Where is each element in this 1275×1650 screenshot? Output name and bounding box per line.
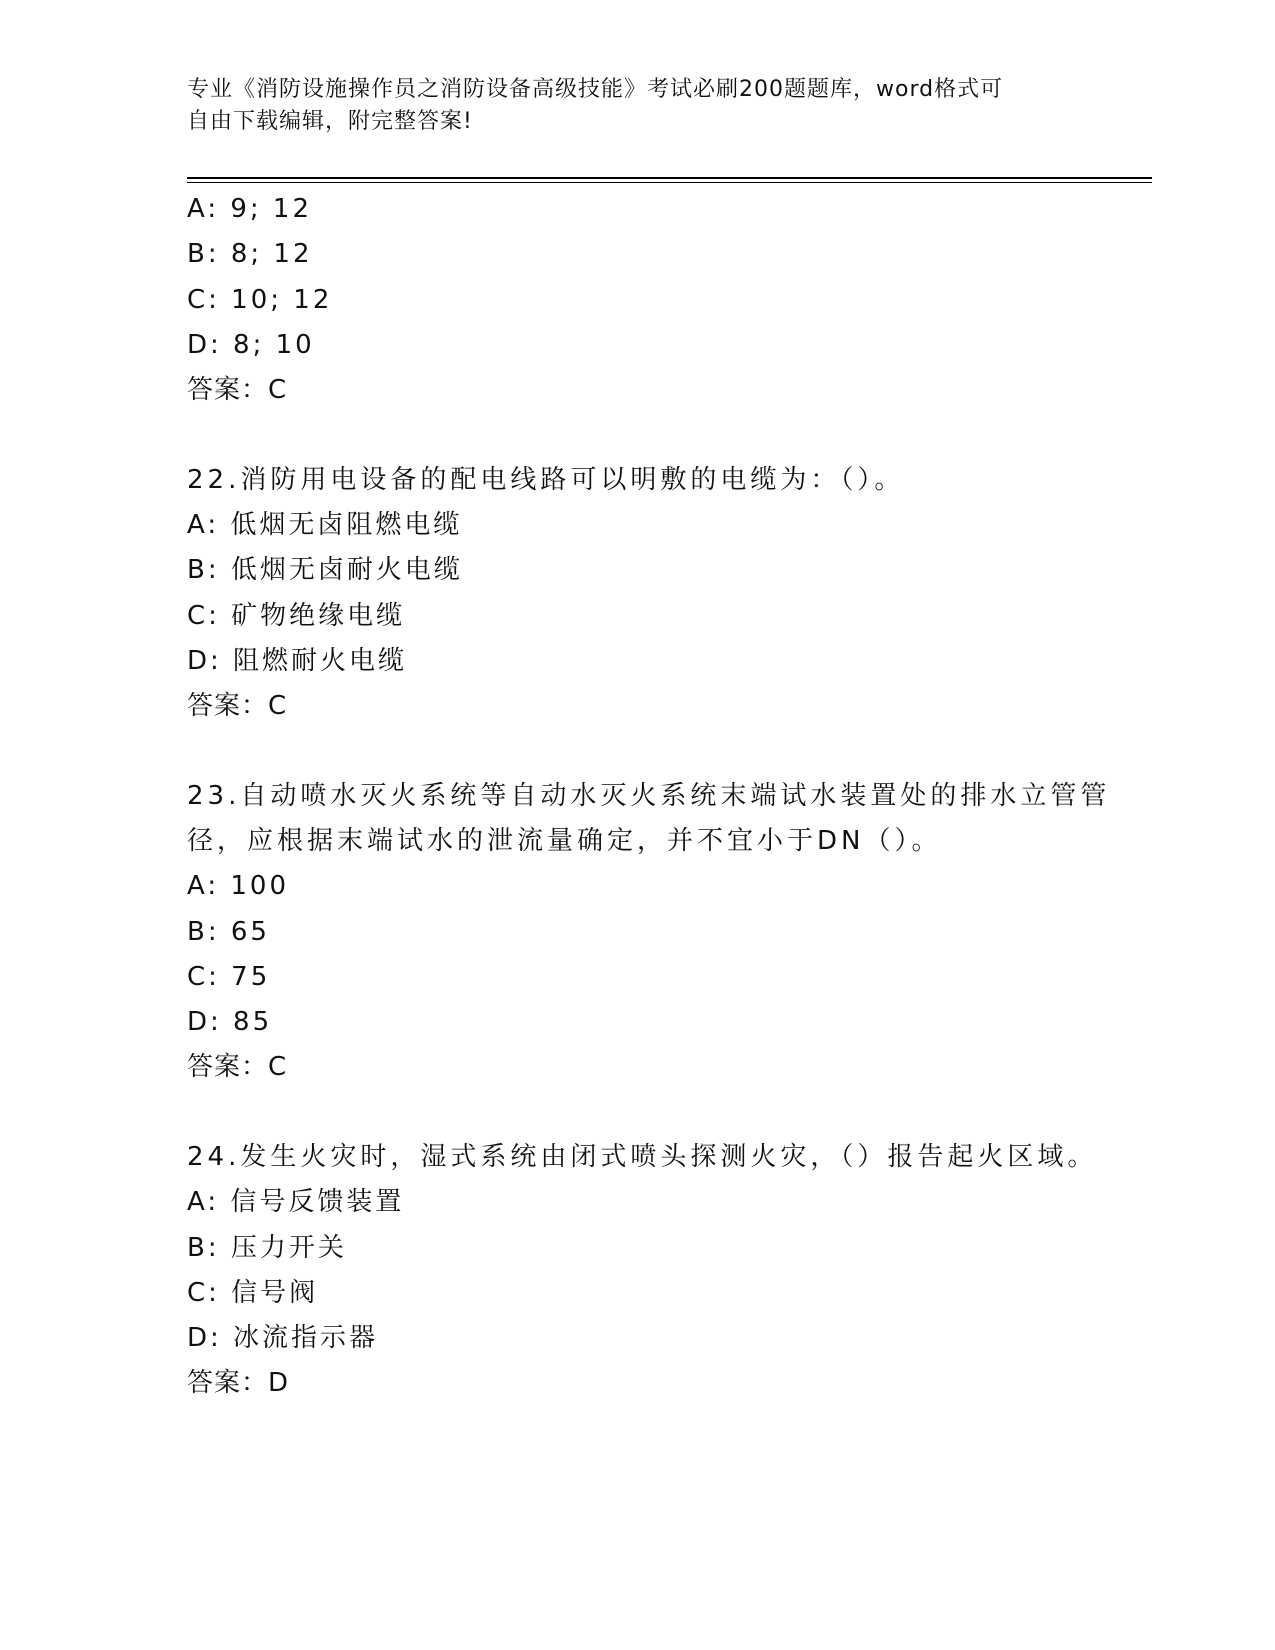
q21-option-d: D: 8; 10 [187,330,315,360]
q21-option-c: C: 10; 12 [187,285,333,315]
header-line-2: 自由下载编辑，附完整答案! [187,109,473,134]
q23-option-b: B: 65 [187,917,270,947]
q23-stem-line-1: 23.自动喷水灭火系统等自动水灭火系统末端试水装置处的排水立管管 [187,781,1111,811]
q22-option-d: D: 阻燃耐火电缆 [187,646,408,676]
q21-option-b: B: 8; 12 [187,239,313,269]
q23-option-a: A: 100 [187,871,289,901]
q24-option-d: D: 冰流指示器 [187,1323,379,1353]
q23-option-c: C: 75 [187,962,271,992]
header-rule-thick [187,177,1152,179]
document-header [187,74,1067,138]
q23-option-d: D: 85 [187,1007,273,1037]
q24-option-a: A: 信号反馈装置 [187,1187,405,1217]
q22-option-a: A: 低烟无卤阻燃电缆 [187,510,463,540]
q22-stem: 22.消防用电设备的配电线路可以明敷的电缆为：（）。 [187,465,905,495]
q24-option-b: B: 压力开关 [187,1233,347,1263]
header-rule-thin [187,182,1152,183]
q24-stem: 24.发生火灾时，湿式系统由闭式喷头探测火灾，（）报告起火区域。 [187,1142,1098,1172]
q24-option-c: C: 信号阀 [187,1278,319,1308]
q22-answer: 答案：C [187,691,288,721]
q23-answer: 答案：C [187,1052,288,1082]
q23-stem-line-2: 径，应根据末端试水的泄流量确定，并不宜小于DN（）。 [187,826,942,856]
q22-option-c: C: 矿物绝缘电缆 [187,601,406,631]
q21-answer: 答案：C [187,375,288,405]
q24-answer: 答案：D [187,1368,290,1398]
q22-option-b: B: 低烟无卤耐火电缆 [187,555,463,585]
header-line-1: 专业《消防设施操作员之消防设备高级技能》考试必刷200题题库，word格式可 [187,77,1004,102]
q21-option-a: A: 9; 12 [187,194,313,224]
